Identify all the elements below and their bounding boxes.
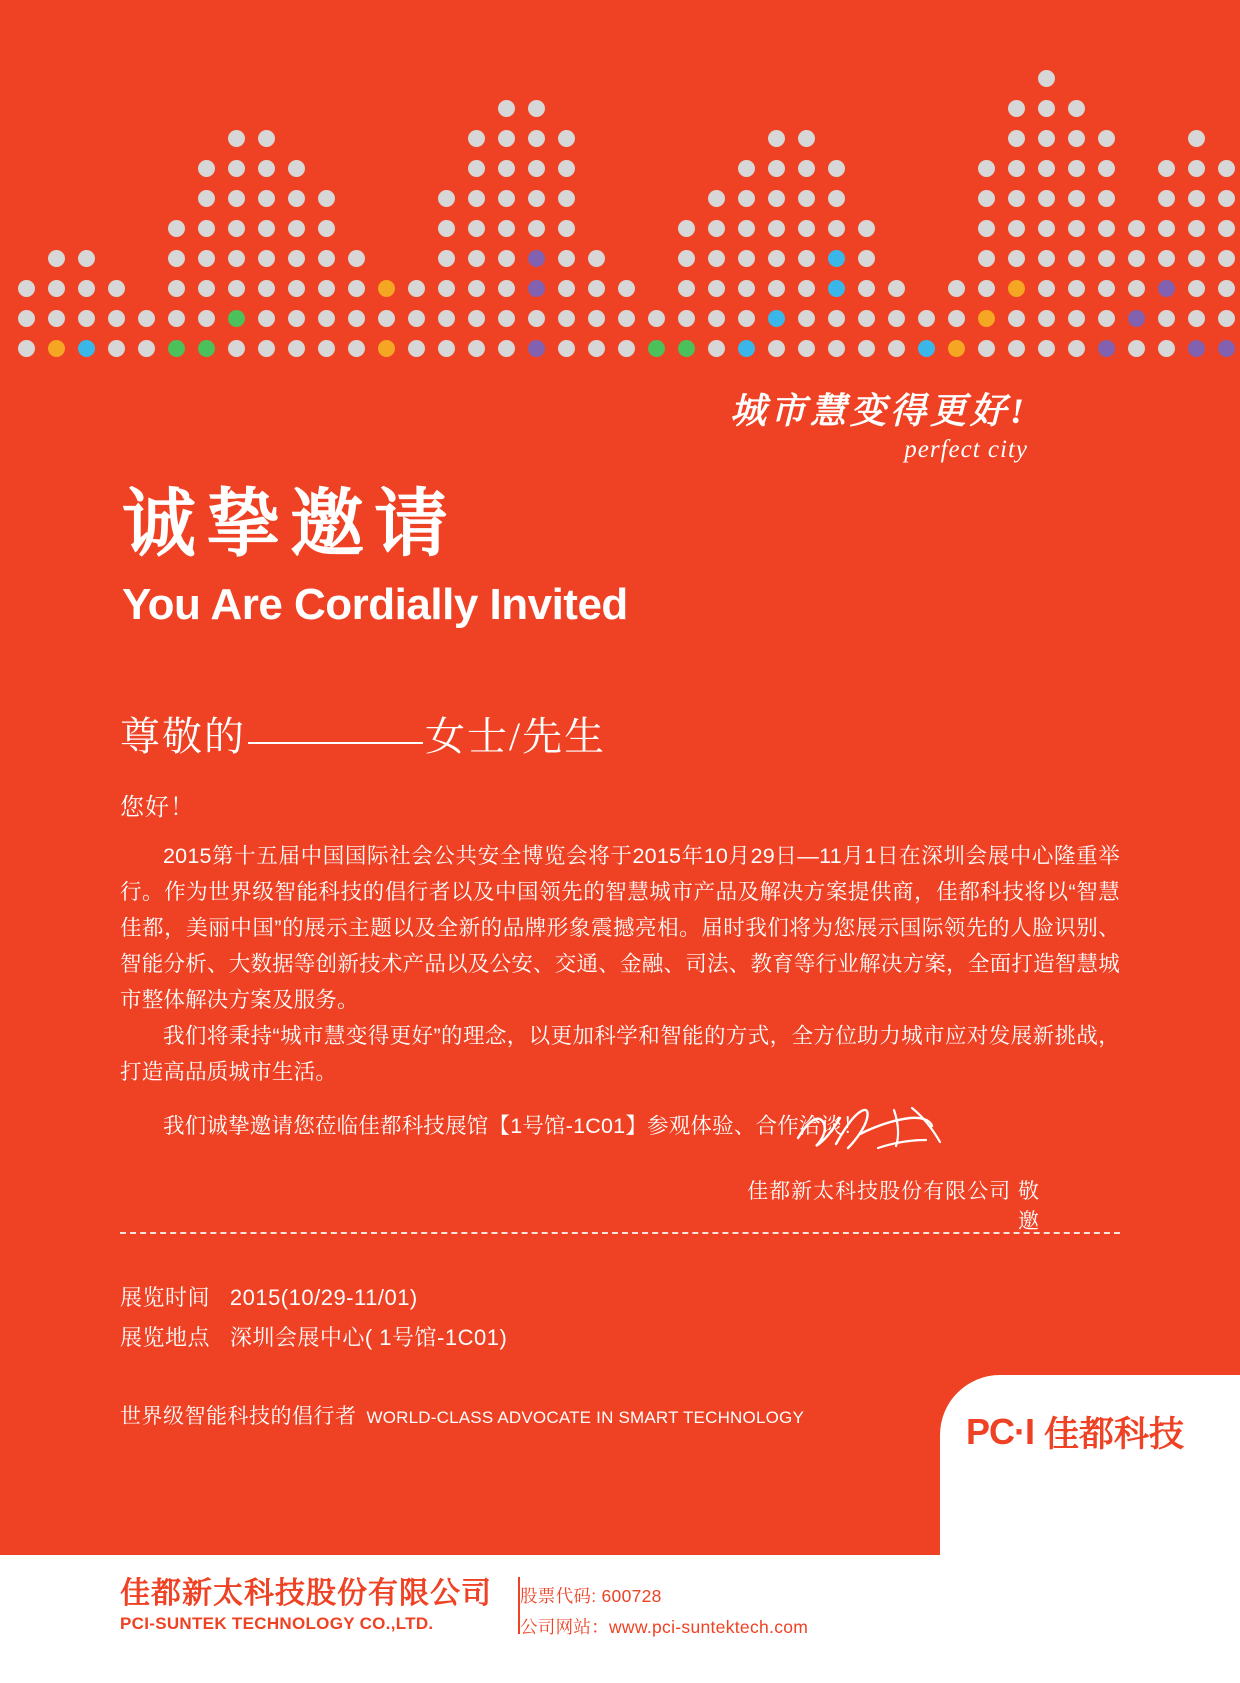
skyline-dot: [18, 310, 35, 327]
headline-en: You Are Cordially Invited: [122, 580, 628, 629]
skyline-dot: [228, 220, 245, 237]
skyline-dot: [1038, 160, 1055, 177]
skyline-dot: [78, 340, 95, 357]
skyline-dot: [258, 250, 275, 267]
skyline-dot: [198, 250, 215, 267]
skyline-dot: [618, 280, 635, 297]
greeting: 您好！: [120, 794, 195, 821]
skyline-dot: [1098, 160, 1115, 177]
headline-cn: 诚挚邀请: [122, 481, 458, 567]
skyline-dot: [1038, 130, 1055, 147]
skyline-dot: [678, 310, 695, 327]
skyline-dot: [288, 220, 305, 237]
tagline: [120, 1400, 804, 1430]
skyline-dot: [1218, 310, 1235, 327]
skyline-dot: [498, 250, 515, 267]
skyline-dot: [1188, 310, 1205, 327]
body-paragraph-1: 2015第十五届中国国际社会公共安全博览会将于2015年10月29日—11月1日在深圳会展中心隆重举行。作为世界级智能科技的倡行者以及中国领先的智慧城市产品及解决方案提供商，佳都科技将以“智慧佳都，美丽中国”的展示主题以及全新的品牌形象震撼亮相。届时我们将为您展示国际领先的人脸识别、智能分析、大数据等创新技术产品以及公安、交通、金融、司法、教育等行业解决方案，全面打造智慧城市整体解决方案及服务。: [120, 844, 1120, 1012]
skyline-dot: [198, 310, 215, 327]
skyline-dot: [438, 310, 455, 327]
skyline-dot: [1068, 160, 1085, 177]
skyline-dot: [468, 160, 485, 177]
salutation-prefix: 尊敬的: [120, 714, 246, 759]
footer-stock-code: 股票代码: 600728: [520, 1586, 662, 1606]
skyline-dot: [528, 190, 545, 207]
skyline-dot: [798, 220, 815, 237]
skyline-dot: [738, 190, 755, 207]
skyline-dot: [738, 250, 755, 267]
skyline-dot: [318, 190, 335, 207]
skyline-dot: [108, 340, 125, 357]
skyline-dot: [1038, 250, 1055, 267]
skyline-dot: [438, 220, 455, 237]
skyline-dot: [18, 340, 35, 357]
skyline-dot: [138, 340, 155, 357]
skyline-dot: [888, 310, 905, 327]
skyline-dot: [768, 340, 785, 357]
skyline-dot: [858, 340, 875, 357]
skyline-dot: [408, 280, 425, 297]
skyline-dot: [978, 190, 995, 207]
skyline-dot: [708, 250, 725, 267]
skyline-dot: [348, 340, 365, 357]
skyline-dot: [708, 340, 725, 357]
skyline-dot: [288, 340, 305, 357]
signature-company-line: 佳都新太科技股份有限公司 敬邀: [747, 1180, 1040, 1233]
event-place-row: [120, 1318, 507, 1358]
skyline-dot: [108, 280, 125, 297]
skyline-dot: [918, 340, 935, 357]
skyline-dot: [228, 250, 245, 267]
skyline-dot: [228, 190, 245, 207]
skyline-dot: [1218, 280, 1235, 297]
skyline-dot: [498, 220, 515, 237]
skyline-dot: [48, 340, 65, 357]
skyline-dot: [1038, 100, 1055, 117]
skyline-dot: [1068, 220, 1085, 237]
skyline-dot: [288, 280, 305, 297]
skyline-dot: [1218, 250, 1235, 267]
skyline-dot: [228, 160, 245, 177]
skyline-dot: [1068, 100, 1085, 117]
skyline-dot: [948, 340, 965, 357]
skyline-dot: [558, 340, 575, 357]
skyline-dot: [198, 190, 215, 207]
skyline-dot: [558, 190, 575, 207]
skyline-dot: [198, 280, 215, 297]
skyline-dot: [78, 250, 95, 267]
skyline-dot: [1098, 130, 1115, 147]
skyline-dot: [18, 280, 35, 297]
skyline-dot: [558, 250, 575, 267]
skyline-dot: [378, 340, 395, 357]
skyline-dot: [798, 160, 815, 177]
brand-logo: [966, 1407, 1184, 1457]
skyline-dot: [1068, 280, 1085, 297]
skyline-dot: [558, 130, 575, 147]
footer-company-en: PCI-SUNTEK TECHNOLOGY CO.,LTD.: [120, 1613, 434, 1633]
skyline-dot: [528, 100, 545, 117]
skyline-dot: [468, 130, 485, 147]
skyline-dot: [1038, 70, 1055, 87]
skyline-dot: [648, 340, 665, 357]
skyline-dot: [318, 220, 335, 237]
skyline-dot: [1038, 190, 1055, 207]
skyline-dot: [1188, 250, 1205, 267]
body-paragraph-3: 我们诚挚邀请您莅临佳都科技展馆【1号馆-1C01】参观体验、合作洽谈！: [163, 1114, 865, 1138]
event-place-label: 展览地点: [120, 1325, 211, 1350]
skyline-dot: [228, 280, 245, 297]
skyline-dot: [1098, 280, 1115, 297]
pci-logo-cn: 佳都科技: [1044, 1415, 1185, 1455]
skyline-dot: [1038, 280, 1055, 297]
event-info: [120, 1278, 507, 1358]
skyline-dot: [468, 340, 485, 357]
skyline-dot: [168, 250, 185, 267]
skyline-dot: [1128, 220, 1145, 237]
skyline-dot: [1008, 130, 1025, 147]
skyline-dot: [1158, 190, 1175, 207]
skyline-dot: [828, 310, 845, 327]
skyline-dot: [1068, 310, 1085, 327]
skyline-dot: [468, 220, 485, 237]
tagline-en: WORLD-CLASS ADVOCATE IN SMART TECHNOLOGY: [366, 1408, 804, 1427]
skyline-dot: [498, 340, 515, 357]
skyline-dot: [708, 280, 725, 297]
dot-skyline-graphic: [0, 22, 1240, 362]
skyline-dot: [978, 160, 995, 177]
skyline-dot: [798, 130, 815, 147]
skyline-dot: [1008, 280, 1025, 297]
skyline-dot: [378, 280, 395, 297]
skyline-dot: [138, 310, 155, 327]
skyline-dot: [678, 220, 695, 237]
skyline-dot: [498, 280, 515, 297]
skyline-dot: [1008, 310, 1025, 327]
skyline-dot: [528, 310, 545, 327]
slogan-block: [730, 392, 1028, 464]
skyline-dot: [768, 310, 785, 327]
skyline-dot: [1128, 340, 1145, 357]
skyline-dot: [1068, 130, 1085, 147]
skyline-dot: [828, 250, 845, 267]
skyline-dot: [528, 250, 545, 267]
skyline-dot: [768, 130, 785, 147]
skyline-dot: [48, 310, 65, 327]
footer-company-block: [120, 1577, 520, 1634]
skyline-dot: [438, 250, 455, 267]
skyline-dot: [888, 340, 905, 357]
skyline-dot: [1128, 280, 1145, 297]
skyline-dot: [978, 220, 995, 237]
skyline-dot: [438, 190, 455, 207]
skyline-dot: [1098, 220, 1115, 237]
skyline-dot: [768, 250, 785, 267]
skyline-dot: [738, 160, 755, 177]
skyline-dot: [828, 280, 845, 297]
skyline-dot: [258, 340, 275, 357]
skyline-dot: [558, 220, 575, 237]
skyline-dot: [858, 310, 875, 327]
skyline-dot: [1218, 190, 1235, 207]
skyline-dot: [798, 190, 815, 207]
skyline-dot: [1188, 190, 1205, 207]
skyline-dot: [168, 340, 185, 357]
skyline-dot: [438, 280, 455, 297]
skyline-dot: [738, 310, 755, 327]
skyline-dot: [768, 160, 785, 177]
skyline-dot: [978, 340, 995, 357]
skyline-dot: [858, 220, 875, 237]
skyline-dot: [798, 340, 815, 357]
skyline-dot: [1188, 280, 1205, 297]
skyline-dot: [738, 280, 755, 297]
footer-contact-block: [520, 1581, 808, 1643]
skyline-dot: [1098, 250, 1115, 267]
skyline-dot: [438, 340, 455, 357]
slogan-cn: 城市慧变得更好!: [729, 391, 1028, 431]
skyline-dot: [258, 160, 275, 177]
skyline-dot: [618, 340, 635, 357]
skyline-dot: [198, 220, 215, 237]
skyline-dot: [528, 160, 545, 177]
skyline-dot: [348, 310, 365, 327]
skyline-dot: [768, 190, 785, 207]
skyline-dot: [1038, 220, 1055, 237]
skyline-dot: [348, 280, 365, 297]
skyline-dot: [558, 160, 575, 177]
skyline-dot: [468, 310, 485, 327]
skyline-dot: [1218, 340, 1235, 357]
skyline-dot: [978, 310, 995, 327]
skyline-dot: [588, 280, 605, 297]
footer-company-cn: 佳都新太科技股份有限公司: [120, 1576, 492, 1611]
skyline-dot: [168, 220, 185, 237]
skyline-dot: [978, 250, 995, 267]
skyline-dot: [528, 130, 545, 147]
skyline-dot: [828, 190, 845, 207]
skyline-dot: [738, 220, 755, 237]
skyline-dot: [768, 280, 785, 297]
skyline-dot: [528, 220, 545, 237]
skyline-dot: [1098, 340, 1115, 357]
skyline-dot: [708, 190, 725, 207]
skyline-dot: [1038, 340, 1055, 357]
skyline-dot: [228, 310, 245, 327]
skyline-dot: [858, 250, 875, 267]
footer-website: 公司网站：www.pci-suntektech.com: [520, 1617, 809, 1637]
skyline-dot: [1218, 160, 1235, 177]
skyline-dot: [678, 250, 695, 267]
skyline-dot: [618, 310, 635, 327]
salutation-suffix: 女士/先生: [425, 714, 607, 759]
skyline-dot: [798, 250, 815, 267]
skyline-dot: [1158, 340, 1175, 357]
footer: [0, 1555, 1240, 1683]
skyline-dot: [288, 160, 305, 177]
skyline-dot: [1158, 220, 1175, 237]
skyline-dot: [318, 280, 335, 297]
skyline-dot: [288, 250, 305, 267]
skyline-dot: [1188, 220, 1205, 237]
skyline-dot: [798, 310, 815, 327]
skyline-dot: [1098, 190, 1115, 207]
event-time-label: 展览时间: [120, 1285, 211, 1310]
skyline-dot: [1218, 220, 1235, 237]
skyline-dot: [528, 280, 545, 297]
skyline-dot: [348, 250, 365, 267]
skyline-dot: [588, 250, 605, 267]
skyline-dot: [228, 340, 245, 357]
skyline-dot: [798, 280, 815, 297]
skyline-dot: [78, 280, 95, 297]
skyline-dot: [78, 310, 95, 327]
tagline-cn: 世界级智能科技的倡行者: [120, 1405, 357, 1428]
skyline-dot: [1008, 160, 1025, 177]
event-place-value: 深圳会展中心( 1号馆-1C01): [229, 1325, 508, 1350]
skyline-dot: [468, 280, 485, 297]
skyline-dot: [108, 310, 125, 327]
skyline-dot: [168, 280, 185, 297]
skyline-dot: [738, 340, 755, 357]
skyline-dot: [1068, 190, 1085, 207]
skyline-dot: [648, 310, 665, 327]
skyline-dot: [288, 310, 305, 327]
handwritten-signature-icon: [790, 1100, 960, 1160]
skyline-dot: [588, 310, 605, 327]
skyline-dot: [948, 310, 965, 327]
skyline-dot: [1038, 310, 1055, 327]
skyline-dot: [498, 130, 515, 147]
skyline-dot: [1188, 130, 1205, 147]
body-paragraph-2: 我们将秉持“城市慧变得更好”的理念，以更加科学和智能的方式，全方位助力城市应对发展新挑战，打造高品质城市生活。: [120, 1024, 1120, 1084]
skyline-dot: [1068, 340, 1085, 357]
skyline-dot: [168, 310, 185, 327]
skyline-dot: [198, 340, 215, 357]
skyline-dot: [1128, 250, 1145, 267]
skyline-dot: [468, 250, 485, 267]
skyline-dot: [1068, 250, 1085, 267]
skyline-dot: [408, 340, 425, 357]
skyline-dot: [1158, 280, 1175, 297]
skyline-dot: [948, 280, 965, 297]
skyline-dot: [1008, 100, 1025, 117]
skyline-dot: [828, 160, 845, 177]
skyline-dot: [828, 220, 845, 237]
skyline-dot: [678, 340, 695, 357]
skyline-dot: [48, 280, 65, 297]
skyline-dot: [1008, 340, 1025, 357]
skyline-dot: [528, 340, 545, 357]
skyline-dot: [228, 130, 245, 147]
skyline-dot: [1128, 310, 1145, 327]
skyline-dot: [1098, 310, 1115, 327]
skyline-dot: [708, 310, 725, 327]
skyline-dot: [258, 220, 275, 237]
skyline-dot: [708, 220, 725, 237]
skyline-dot: [588, 340, 605, 357]
logo-plate: [940, 1375, 1240, 1555]
skyline-dot: [678, 280, 695, 297]
event-time-row: [120, 1278, 507, 1318]
skyline-dot: [558, 280, 575, 297]
skyline-dot: [468, 190, 485, 207]
skyline-dot: [1158, 310, 1175, 327]
slogan-en: perfect city: [904, 435, 1028, 463]
skyline-dot: [498, 100, 515, 117]
skyline-dot: [378, 310, 395, 327]
skyline-dot: [48, 250, 65, 267]
skyline-dot: [768, 220, 785, 237]
skyline-dot: [258, 280, 275, 297]
skyline-dot: [498, 190, 515, 207]
skyline-dot: [1188, 340, 1205, 357]
skyline-dot: [258, 310, 275, 327]
skyline-dot: [918, 310, 935, 327]
skyline-dot: [198, 160, 215, 177]
skyline-dot: [1008, 190, 1025, 207]
skyline-dot: [498, 310, 515, 327]
skyline-dot: [1158, 160, 1175, 177]
skyline-dot: [258, 130, 275, 147]
skyline-dot: [1008, 220, 1025, 237]
name-blank-line: [248, 742, 423, 744]
skyline-dot: [498, 160, 515, 177]
skyline-dot: [288, 190, 305, 207]
skyline-dot: [888, 280, 905, 297]
skyline-dot: [318, 250, 335, 267]
skyline-dot: [258, 190, 275, 207]
skyline-dot: [318, 340, 335, 357]
skyline-dot: [558, 310, 575, 327]
pci-logo-mark: PC·I: [966, 1411, 1034, 1452]
skyline-dot: [1158, 250, 1175, 267]
skyline-dot: [408, 310, 425, 327]
skyline-dot: [1008, 250, 1025, 267]
dashed-divider: [120, 1232, 1120, 1234]
body-text: [120, 838, 1120, 1144]
salutation: [120, 705, 606, 762]
skyline-dot: [828, 340, 845, 357]
skyline-dot: [978, 280, 995, 297]
event-time-value: 2015(10/29-11/01): [229, 1285, 418, 1310]
skyline-dot: [318, 310, 335, 327]
skyline-dot: [1188, 160, 1205, 177]
skyline-dot: [858, 280, 875, 297]
